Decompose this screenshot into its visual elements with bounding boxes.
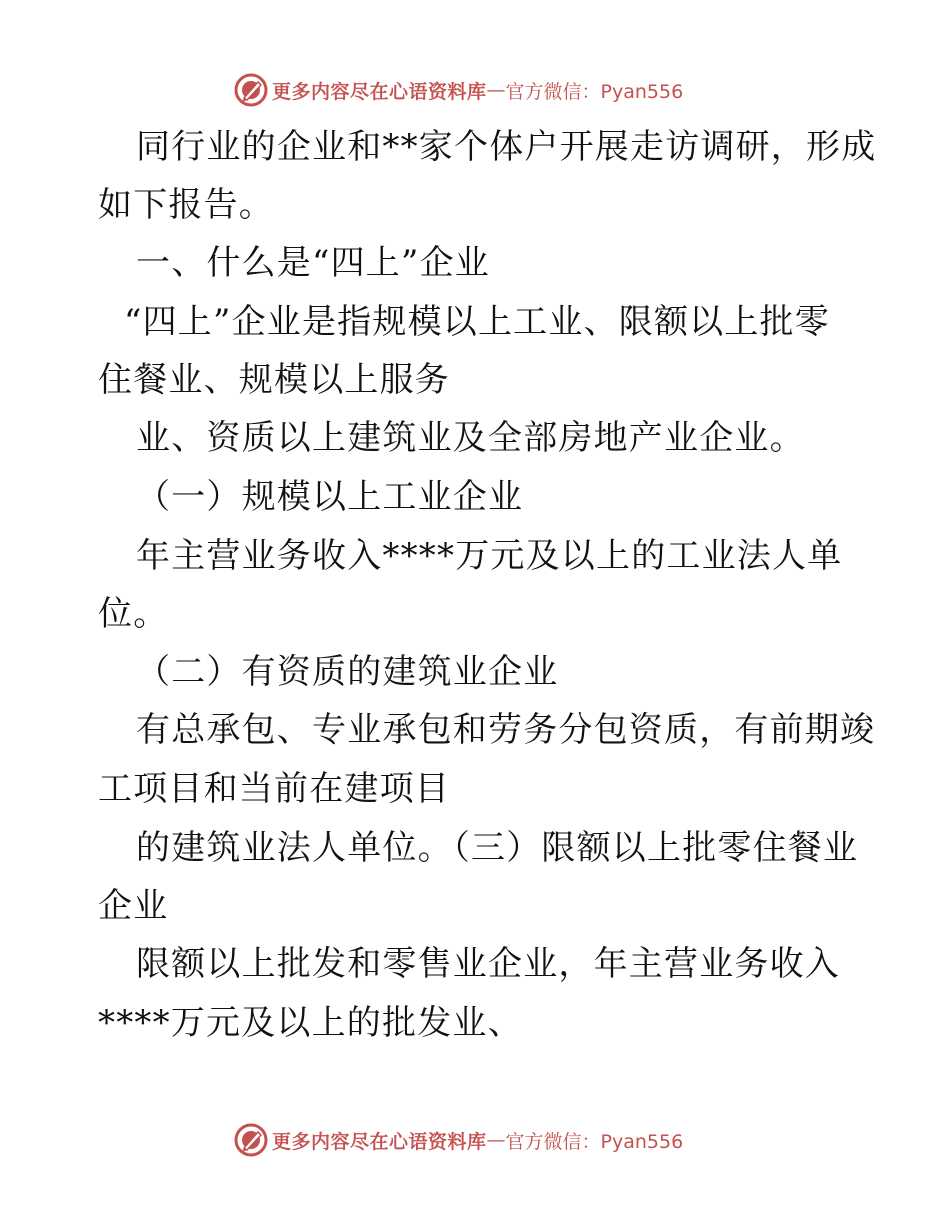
watermark-contact: 官方微信：Pyan556 xyxy=(505,80,684,103)
text-line: 限额以上批发和零售业企业，年主营业务收入 xyxy=(136,944,840,984)
text-line: 年主营业务收入****万元及以上的工业法人单 xyxy=(136,536,843,576)
pen-logo-icon xyxy=(234,1123,268,1157)
text-line: ****万元及以上的批发业、 xyxy=(98,1003,523,1043)
text-line: 业、资质以上建筑业及全部房地产业企业。 xyxy=(136,418,805,458)
text-line: 的建筑业法人单位。（三）限额以上批零住餐业 xyxy=(136,828,859,868)
watermark-contact: 官方微信：Pyan556 xyxy=(505,1130,684,1153)
watermark-footer xyxy=(234,1122,683,1158)
text-line: 如下报告。 xyxy=(98,185,274,225)
watermark-brand: 更多内容尽在心语资料库 xyxy=(272,80,487,103)
section-heading: 一、什么是“四上”企业 xyxy=(136,243,490,283)
watermark-separator: — xyxy=(486,79,506,101)
text-line: 同行业的企业和**家个体户开展走访调研，形成 xyxy=(136,127,877,167)
text-line: “四上”企业是指规模以上工业、限额以上批零 xyxy=(124,302,830,342)
watermark-separator: — xyxy=(486,1129,506,1151)
text-line: 企业 xyxy=(98,886,169,926)
subsection-heading: （一）规模以上工业企业 xyxy=(136,477,524,517)
watermark-brand: 更多内容尽在心语资料库 xyxy=(272,1130,487,1153)
text-line: 位。 xyxy=(98,594,169,634)
text-line: 住餐业、规模以上服务 xyxy=(98,360,450,400)
text-line: 工项目和当前在建项目 xyxy=(98,769,450,809)
subsection-heading: （二）有资质的建筑业企业 xyxy=(136,652,559,692)
text-line: 有总承包、专业承包和劳务分包资质，有前期竣 xyxy=(136,710,876,750)
